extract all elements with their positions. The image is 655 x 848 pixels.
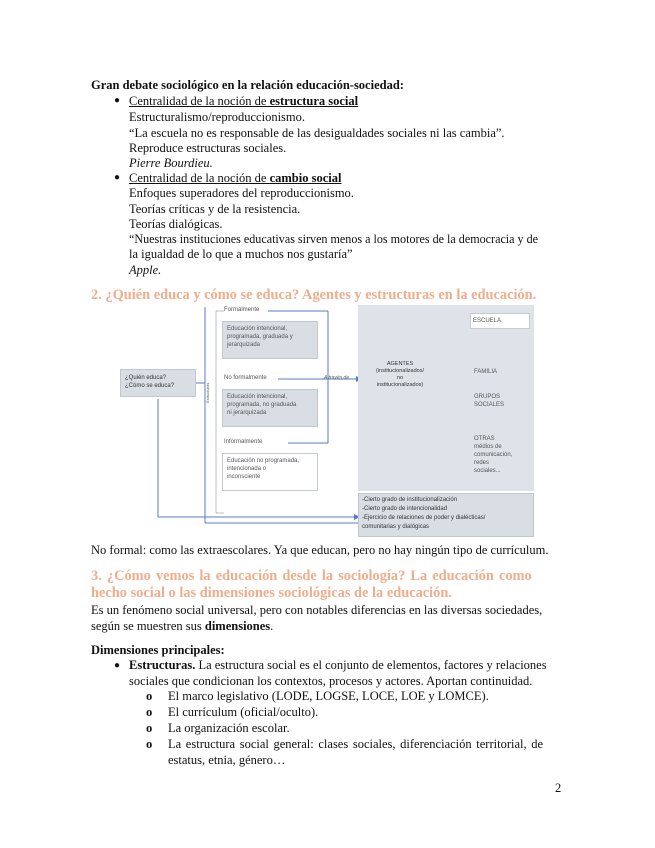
otras-label: OTRAS médios de comunicación, redes sociales...: [474, 436, 513, 474]
bullet1-quote: “La escuela no es responsable de las desigualdades sociales ni las cambia”.: [129, 126, 505, 140]
formal-label: Formalmente: [224, 307, 260, 313]
bullet2-quote: “Nuestras instituciones educativas sirven menos a los motores de la democracia y de: [129, 232, 539, 246]
subitem: La estructura social general: clases sociales, diferenciación territorial, de: [168, 737, 544, 751]
page-number: 2: [555, 781, 562, 795]
subitem: La organización escolar.: [168, 721, 290, 735]
bullet1-line: Reproduce estructuras sociales.: [129, 141, 287, 155]
bullet-icon: ●: [114, 172, 121, 183]
bullet2-author: Apple.: [129, 263, 162, 277]
intro-heading: Gran debate sociológico en la relación educación-sociedad:: [91, 78, 404, 92]
bullet2-line: Teorías dialógicas.: [129, 217, 223, 231]
noformal-label: No formalmente: [224, 375, 267, 381]
section3-title-line1: 3. ¿Cómo vemos la educación desde la sociología? La educación como: [91, 568, 532, 584]
dimension-structures-line2: sociales que condicionan los contextos, procesos y actores. Aportan continuidad.: [129, 674, 533, 688]
circle-bullet-icon: o: [146, 705, 153, 719]
section2-title: 2. ¿Quién educa y cómo se educa? Agentes y estructuras en la educación.: [91, 287, 537, 303]
section3-para-line2: según se muestren sus dimensiones.: [91, 619, 274, 633]
bullet2-quote: la igualdad de lo que a muchos nos gustaría”: [129, 247, 353, 261]
subitem: El marco legislativo (LODE, LOGSE, LOCE, LOE y LOMCE).: [168, 689, 489, 703]
a-traves-label: A través de: [324, 375, 350, 381]
agentes-label: AGENTES (institucionalizados/ no institucionalizados): [376, 361, 424, 388]
noformal-box: Educación intencional, programada, no graduada ni jerarquizada: [222, 389, 318, 427]
section3-title-line2: hecho social o las dimensiones sociológicas de la educación.: [91, 585, 452, 601]
subitem-line2: estatus, etnia, género…: [168, 753, 286, 767]
circle-bullet-icon: o: [146, 689, 153, 703]
formal-box: Educación intencional, programada, graduada y jerarquizada: [222, 321, 318, 359]
bullet-icon: ●: [114, 95, 121, 106]
bullet1-author: Pierre Bourdieu.: [129, 156, 213, 170]
bullet2-line: Enfoques superadores del reproduccionismo.: [129, 186, 354, 200]
circle-bullet-icon: o: [146, 737, 153, 751]
informal-box: Educación no programada, intencionada o inconsciente: [222, 453, 318, 491]
informal-label: Informalmente: [224, 439, 263, 445]
characteristics-box: -Cierto grado de institucionalización -Cierto grado de intencionalidad -Ejercicio de relaciones de poder y dialécticas/ comunitarias y dialógicas: [358, 493, 534, 537]
subitem: El currículum (oficial/oculto).: [168, 705, 319, 719]
side-label: Estructuras: [205, 382, 210, 403]
section3-para: Es un fenómeno social universal, pero con notables diferencias en las diversas sociedades,: [91, 603, 543, 617]
familia-label: FAMILIA: [474, 369, 498, 375]
escuela-box: ESCUELA: [470, 313, 530, 329]
bullet1-label: Centralidad de la noción de estructura social: [129, 94, 359, 108]
bullet2-label: Centralidad de la noción de cambio social: [129, 171, 342, 185]
bullet2-line: Teorías críticas y de la resistencia.: [129, 202, 301, 216]
noformal-note: No formal: como las extraescolares. Ya que educan, pero no hay ningún tipo de currículum.: [91, 543, 549, 557]
dimensions-heading: Dimensiones principales:: [91, 643, 225, 657]
dimension-structures: Estructuras. La estructura social es el conjunto de elementos, factores y relaciones: [129, 658, 547, 672]
circle-bullet-icon: o: [146, 721, 153, 735]
agents-diagram: [118, 303, 534, 539]
bullet1-line: Estructuralismo/reproduccionismo.: [129, 110, 306, 124]
bullet-icon: ●: [114, 660, 121, 671]
question-box: ¿Quién educa? ¿Cómo se educa?: [120, 369, 196, 397]
grupos-label: GRUPOS SOCIALES: [474, 394, 505, 408]
